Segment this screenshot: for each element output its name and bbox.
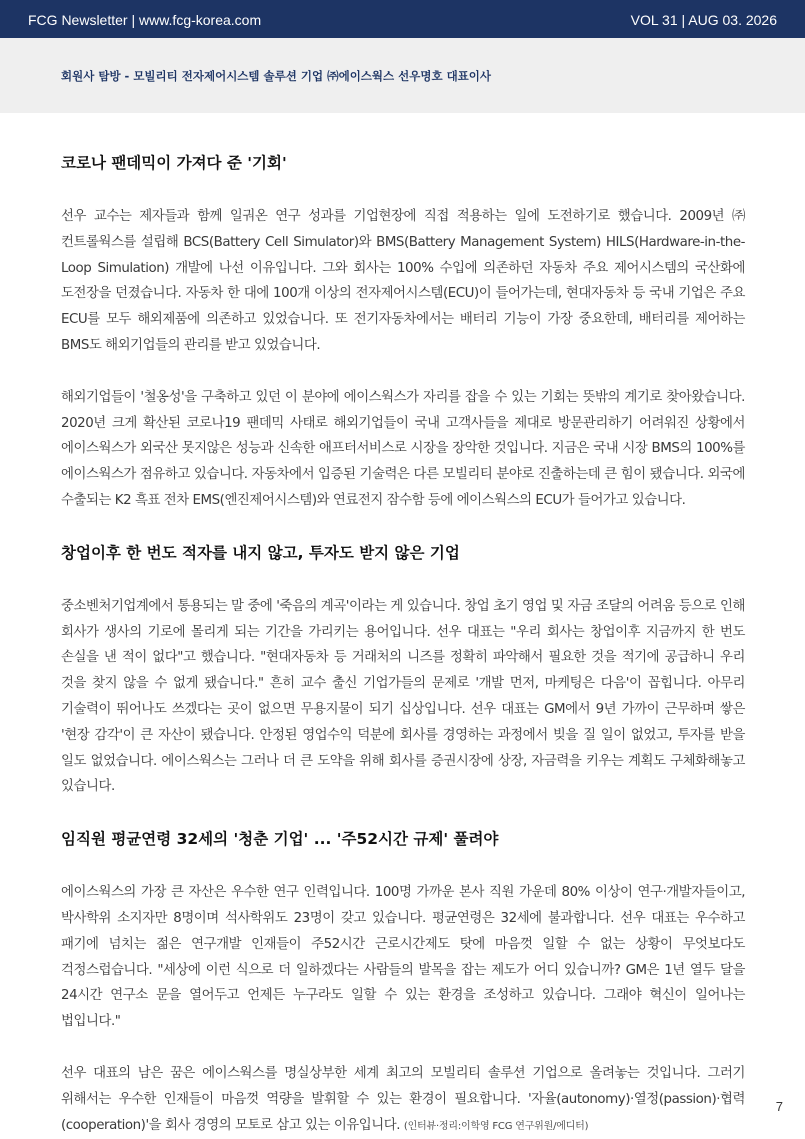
body-paragraph: 선우 교수는 제자들과 함께 일궈온 연구 성과를 기업현장에 직접 적용하는 일에 도전하기로 했습니다. 2009년 ㈜컨트롤웍스를 설립해 BCS(Battery Cell Simulator)와 BMS(Battery Management System) HILS(Hardware-in-the-Loop Simulation) 개발에 나선 이유입니다. 그와 회사는 100% 수입에 의존하던 자동차 주요 제어시스템의 국산화에 도전장을 던졌습니다. 자동차 한 대에 100개 이상의 전자제어시스템(ECU)이 들어가는데, 현대자동차 등 국내 기업은 주요 ECU를 모두 해외제품에 의존하고 있었습니다. 또 전기자동차에서는 배터리 기능이 가장 중요한데, 배터리를 제어하는 BMS도 해외기업들의 관리를 받고 있었습니다.	[61, 209, 745, 353]
section-heading: 코로나 팬데믹이 가져다 준 '기회'	[61, 154, 287, 172]
closing-text: 선우 대표의 남은 꿈은 에이스웍스를 명실상부한 세계 최고의 모빌리티 솔루션 기업으로 올려놓는 것입니다. 그러기 위해서는 우수한 인재들이 마음껏 역량을 발휘할 수 있는 환경이 필요합니다. '자율(autonomy)·열정(passion)·협력(cooperation)'을 회사 경영의 모토로 삼고 있는 이유입니다.	[61, 1065, 745, 1133]
newsletter-site: FCG Newsletter | www.fcg-korea.com	[28, 12, 262, 28]
article-kicker-band	[0, 38, 805, 113]
page-number: 7	[775, 1099, 783, 1114]
article-body	[61, 150, 745, 1139]
body-paragraph: 해외기업들이 '철옹성'을 구축하고 있던 이 분야에 에이스웍스가 자리를 잡을 수 있는 기회는 뜻밖의 계기로 찾아왔습니다. 2020년 크게 확산된 코로나19 팬데믹 사태로 해외기업들이 국내 고객사들을 제대로 방문관리하기 어려워진 상황에서 에이스웍스가 외국산 못지않은 성능과 신속한 애프터서비스로 시장을 장악한 것입니다. 지금은 국내 시장 BMS의 100%를 에이스웍스가 점유하고 있습니다. 자동차에서 입증된 기술력은 다른 모빌리티 분야로 진출하는데 큰 힘이 됐습니다. 외국에 수출되는 K2 흑표 전차 EMS(엔진제어시스템)와 연료전지 잠수함 등에 에이스웍스의 ECU가 들어가고 있습니다.	[61, 389, 745, 508]
article-kicker: 회원사 탐방 - 모빌리티 전자제어시스템 솔루션 기업 ㈜에이스웍스 선우명호 대표이사	[61, 69, 492, 83]
closing-paragraph	[61, 1061, 745, 1139]
section-heading: 임직원 평균연령 32세의 '청춘 기업' ... '주52시간 규제' 풀려야	[61, 830, 499, 849]
section-heading: 창업이후 한 번도 적자를 내지 않고, 투자도 받지 않은 기업	[61, 543, 460, 562]
interview-credit: (인터뷰·정리:이학영 FCG 연구위원/에디터)	[403, 1120, 589, 1132]
issue-date: VOL 31 | AUG 03. 2026	[630, 12, 777, 28]
body-paragraph: 중소벤처기업계에서 통용되는 말 중에 '죽음의 계곡'이라는 게 있습니다. 창업 초기 영업 및 자금 조달의 어려움 등으로 인해 회사가 생사의 기로에 몰리게 되는 기간을 가리키는 용어입니다. 선우 대표는 "우리 회사는 창업이후 지금까지 한 번도 손실을 낸 적이 없다"고 했습니다. "현대자동차 등 거래처의 니즈를 정확히 파악해서 필요한 것을 적기에 공급하니 우리 것을 찾지 않을 수 없게 됐습니다." 흔히 교수 출신 기업가들의 문제로 '개발 먼저, 마케팅은 다음'이 꼽힙니다. 아무리 기술력이 뛰어나도 쓰겠다는 곳이 없으면 무용지물이 되기 십상입니다. 선우 대표는 GM에서 9년 가까이 근무하며 쌓은 '현장 감각'이 큰 자산이 됐습니다. 안정된 영업수익 덕분에 회사를 경영하는 과정에서 빚을 질 일이 없었고, 투자를 받을 일도 없었습니다. 에이스웍스는 그러나 더 큰 도약을 위해 회사를 증권시장에 상장, 자금력을 키우는 계획도 구체화해놓고 있습니다.	[61, 598, 745, 795]
newsletter-header-bar	[0, 0, 805, 38]
body-paragraph: 에이스웍스의 가장 큰 자산은 우수한 연구 인력입니다. 100명 가까운 본사 직원 가운데 80% 이상이 연구·개발자들이고, 박사학위 소지자만 8명이며 석사학위도 23명이 갖고 있습니다. 평균연령은 32세에 불과합니다. 선우 대표는 우수하고 패기에 넘치는 젊은 연구개발 인재들이 주52시간 근로시간제도 탓에 마음껏 일할 수 없는 상황이 무엇보다도 걱정스럽습니다. "세상에 이런 식으로 더 일하겠다는 사람들의 발목을 잡는 제도가 어디 있습니까? GM은 1년 열두 달을 24시간 연구소 문을 열어두고 언제든 누구라도 일할 수 있는 환경을 조성하고 있습니다. 그래야 혁신이 일어나는 법입니다."	[61, 885, 745, 1030]
